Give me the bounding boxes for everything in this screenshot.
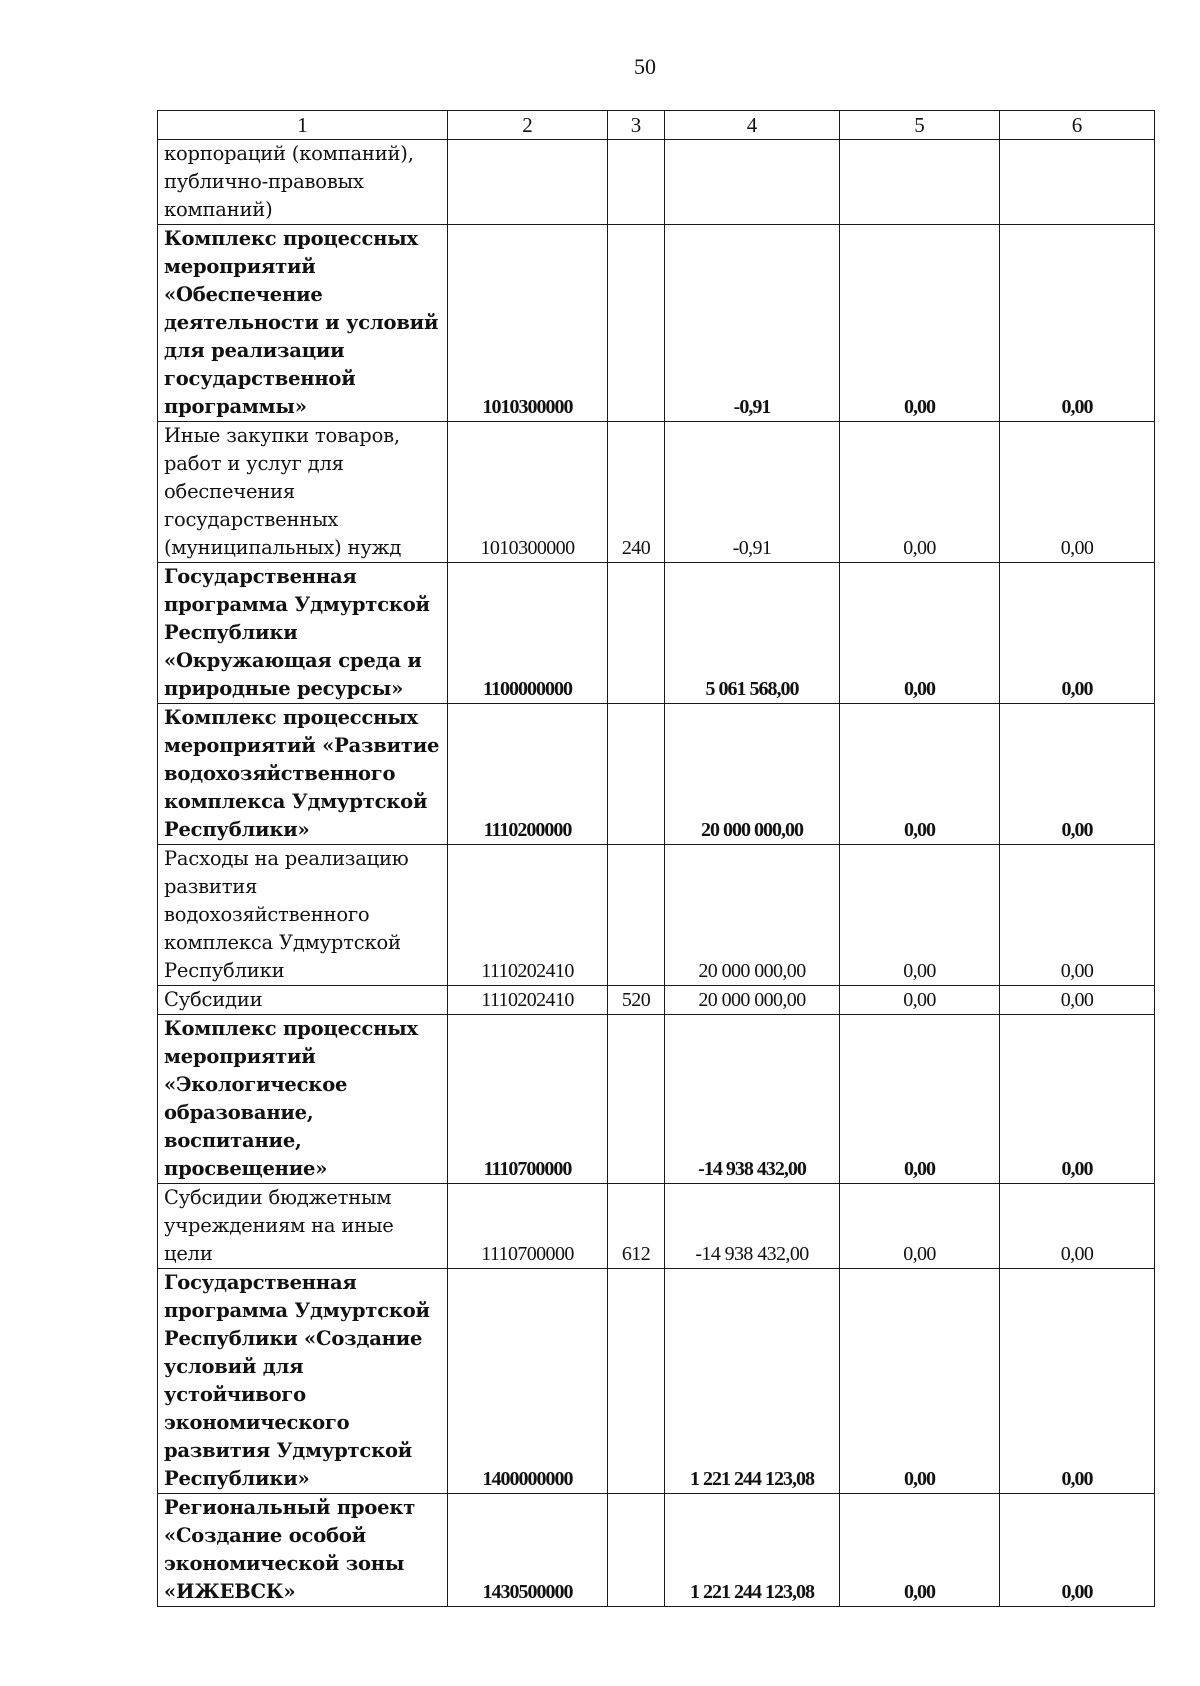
amount-column-5-cell: 0,00 <box>840 845 1000 986</box>
row-name-line: водохозяйственного <box>164 762 396 785</box>
target-article-code-cell <box>448 140 608 225</box>
expense-type-code-cell: 240 <box>608 422 665 563</box>
row-name-cell <box>158 1184 448 1269</box>
row-name-line: экономического <box>164 1411 350 1434</box>
row-name-line: государственной <box>164 367 356 390</box>
amount-column-5-cell: 0,00 <box>840 225 1000 422</box>
target-article-code-cell: 1110202410 <box>448 986 608 1015</box>
row-name-line: развития Удмуртской <box>164 1439 413 1462</box>
row-name-cell <box>158 704 448 845</box>
row-name-cell <box>158 1015 448 1184</box>
row-name-line: программа Удмуртской <box>164 1299 430 1322</box>
row-name-cell <box>158 986 448 1015</box>
table-row <box>158 845 1155 986</box>
row-name-line: мероприятий <box>164 1045 316 1068</box>
table-row <box>158 422 1155 563</box>
row-name-line: Расходы на реализацию <box>164 847 409 870</box>
target-article-code-cell: 1010300000 <box>448 422 608 563</box>
amount-column-6-cell: 0,00 <box>1000 422 1155 563</box>
table-body <box>158 111 1155 1607</box>
amount-column-5-cell: 0,00 <box>840 986 1000 1015</box>
row-name-line: «Обеспечение <box>164 283 323 306</box>
amount-column-4-cell: -14 938 432,00 <box>665 1184 840 1269</box>
table-row <box>158 986 1155 1015</box>
table-row <box>158 225 1155 422</box>
amount-column-5-cell: 0,00 <box>840 1015 1000 1184</box>
table-row <box>158 1184 1155 1269</box>
row-name-line: Комплекс процессных <box>164 227 418 250</box>
table-row <box>158 1015 1155 1184</box>
expense-type-code-cell: 612 <box>608 1184 665 1269</box>
amount-column-5-cell: 0,00 <box>840 704 1000 845</box>
amount-column-4-cell <box>665 140 840 225</box>
row-name-cell <box>158 845 448 986</box>
row-name-line: публично-правовых <box>164 170 364 193</box>
row-name-line: государственных <box>164 508 339 531</box>
amount-column-6-cell: 0,00 <box>1000 1269 1155 1494</box>
target-article-code-cell: 1110200000 <box>448 704 608 845</box>
row-name-line: воспитание, <box>164 1129 302 1152</box>
row-name-cell <box>158 225 448 422</box>
amount-column-6-cell <box>1000 140 1155 225</box>
amount-column-5-cell <box>840 140 1000 225</box>
row-name-line: Республики «Создание <box>164 1327 423 1350</box>
amount-column-6-cell: 0,00 <box>1000 845 1155 986</box>
target-article-code-cell: 1110700000 <box>448 1015 608 1184</box>
amount-column-4-cell: 5 061 568,00 <box>665 563 840 704</box>
row-name-line: программы» <box>164 395 307 418</box>
amount-column-5-cell: 0,00 <box>840 563 1000 704</box>
expense-type-code-cell <box>608 1494 665 1607</box>
row-name-line: Государственная <box>164 565 357 588</box>
table-row <box>158 704 1155 845</box>
row-name-line: условий для устойчивого <box>164 1355 306 1406</box>
row-name-cell <box>158 422 448 563</box>
amount-column-4-cell: 1 221 244 123,08 <box>665 1269 840 1494</box>
amount-column-5-cell: 0,00 <box>840 1494 1000 1607</box>
expense-type-code-cell: 520 <box>608 986 665 1015</box>
row-name-line: Республики <box>164 959 285 982</box>
row-name-line: водохозяйственного <box>164 903 370 926</box>
row-name-line: комплекса Удмуртской <box>164 931 401 954</box>
row-name-line: обеспечения <box>164 480 296 503</box>
row-name-line: программа Удмуртской <box>164 593 430 616</box>
table-row <box>158 140 1155 225</box>
table-row <box>158 1269 1155 1494</box>
column-header-1: 1 <box>158 111 448 140</box>
row-name-line: мероприятий <box>164 255 316 278</box>
table-row <box>158 563 1155 704</box>
target-article-code-cell: 1110700000 <box>448 1184 608 1269</box>
row-name-line: «ИЖЕВСК» <box>164 1580 296 1603</box>
row-name-line: «Создание особой <box>164 1524 366 1547</box>
row-name-line: компаний) <box>164 198 273 221</box>
row-name-line: Государственная <box>164 1271 357 1294</box>
row-name-cell <box>158 1269 448 1494</box>
amount-column-6-cell: 0,00 <box>1000 1015 1155 1184</box>
column-header-5: 5 <box>840 111 1000 140</box>
column-header-6: 6 <box>1000 111 1155 140</box>
row-name-line: деятельности и условий <box>164 311 439 334</box>
expense-type-code-cell <box>608 1015 665 1184</box>
target-article-code-cell: 1110202410 <box>448 845 608 986</box>
column-header-3: 3 <box>608 111 665 140</box>
amount-column-4-cell: -0,91 <box>665 225 840 422</box>
row-name-line: комплекса Удмуртской <box>164 790 428 813</box>
row-name-line: (муниципальных) нужд <box>164 536 402 559</box>
row-name-line: Республики» <box>164 818 310 841</box>
amount-column-6-cell: 0,00 <box>1000 1184 1155 1269</box>
column-number-header-row <box>158 111 1155 140</box>
row-name-line: Субсидии бюджетным <box>164 1186 392 1209</box>
row-name-line: корпораций (компаний), <box>164 142 414 165</box>
row-name-line: природные ресурсы» <box>164 677 404 700</box>
row-name-line: для реализации <box>164 339 345 362</box>
amount-column-4-cell: 20 000 000,00 <box>665 986 840 1015</box>
row-name-line: учреждениям на иные <box>164 1214 394 1237</box>
row-name-cell <box>158 563 448 704</box>
row-name-line: просвещение» <box>164 1157 328 1180</box>
amount-column-4-cell: -14 938 432,00 <box>665 1015 840 1184</box>
row-name-line: Республики» <box>164 1467 310 1490</box>
page-number: 50 <box>634 54 656 79</box>
amount-column-6-cell: 0,00 <box>1000 563 1155 704</box>
amount-column-5-cell: 0,00 <box>840 1184 1000 1269</box>
target-article-code-cell: 1100000000 <box>448 563 608 704</box>
target-article-code-cell: 1400000000 <box>448 1269 608 1494</box>
row-name-line: «Окружающая среда и <box>164 649 422 672</box>
column-header-4: 4 <box>665 111 840 140</box>
row-name-line: Иные закупки товаров, <box>164 424 400 447</box>
amount-column-6-cell: 0,00 <box>1000 225 1155 422</box>
amount-column-5-cell: 0,00 <box>840 422 1000 563</box>
row-name-line: Комплекс процессных <box>164 1017 418 1040</box>
expense-type-code-cell <box>608 140 665 225</box>
row-name-line: Субсидии <box>164 988 263 1011</box>
expense-type-code-cell <box>608 225 665 422</box>
row-name-cell <box>158 140 448 225</box>
target-article-code-cell: 1430500000 <box>448 1494 608 1607</box>
amount-column-6-cell: 0,00 <box>1000 1494 1155 1607</box>
row-name-line: Комплекс процессных <box>164 706 418 729</box>
row-name-line: «Экологическое <box>164 1073 348 1096</box>
table-row <box>158 1494 1155 1607</box>
column-header-2: 2 <box>448 111 608 140</box>
row-name-line: экономической зоны <box>164 1552 405 1575</box>
row-name-line: мероприятий «Развитие <box>164 734 440 757</box>
expense-type-code-cell <box>608 845 665 986</box>
row-name-line: Региональный проект <box>164 1496 416 1519</box>
amount-column-6-cell: 0,00 <box>1000 986 1155 1015</box>
row-name-line: цели <box>164 1242 213 1265</box>
budget-table <box>157 110 1155 1607</box>
expense-type-code-cell <box>608 704 665 845</box>
row-name-line: работ и услуг для <box>164 452 344 475</box>
expense-type-code-cell <box>608 1269 665 1494</box>
row-name-cell <box>158 1494 448 1607</box>
amount-column-5-cell: 0,00 <box>840 1269 1000 1494</box>
amount-column-4-cell: -0,91 <box>665 422 840 563</box>
amount-column-4-cell: 1 221 244 123,08 <box>665 1494 840 1607</box>
row-name-line: развития <box>164 875 258 898</box>
amount-column-4-cell: 20 000 000,00 <box>665 704 840 845</box>
expense-type-code-cell <box>608 563 665 704</box>
row-name-line: образование, <box>164 1101 314 1124</box>
amount-column-4-cell: 20 000 000,00 <box>665 845 840 986</box>
amount-column-6-cell: 0,00 <box>1000 704 1155 845</box>
row-name-line: Республики <box>164 621 298 644</box>
target-article-code-cell: 1010300000 <box>448 225 608 422</box>
